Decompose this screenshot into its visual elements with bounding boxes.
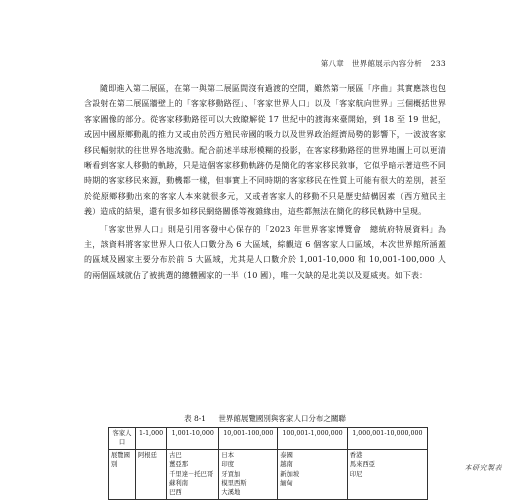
country-name: 香港 — [349, 451, 363, 459]
column-header: 10,001-100,000 — [219, 428, 278, 450]
country-name: 印尼 — [349, 470, 363, 478]
country-name: 新加坡 — [280, 470, 300, 478]
table-cell — [136, 449, 167, 499]
book-page — [84, 58, 446, 497]
source-note: 本研究製表 — [464, 464, 502, 472]
table-cell — [219, 449, 278, 499]
table-cell — [347, 449, 427, 499]
body-text — [84, 81, 446, 285]
country-name: 巴西 — [169, 489, 182, 497]
country-name: 緬甸 — [280, 480, 293, 488]
table-cell — [167, 449, 219, 499]
running-title: 第八章 世界館展示內容分析 — [320, 59, 423, 68]
column-header: 1-1,000 — [136, 428, 167, 450]
column-header: 1,001-10,000 — [167, 428, 219, 450]
country-name: 日本 — [221, 451, 234, 459]
country-name: 蘇利南 — [169, 480, 188, 488]
column-header: 1,000,001-10,000,000 — [347, 428, 427, 450]
country-name: 泰國 — [280, 451, 293, 459]
country-name: 薑亞那 — [169, 461, 188, 469]
column-header: 100,001-1,000,000 — [278, 428, 348, 450]
country-name: 模里西斯 — [221, 480, 247, 488]
table-caption-title: 世界館展覽國別與客家人口分布之關聯 — [218, 414, 346, 423]
distribution-table — [108, 427, 428, 500]
paragraph: 隨即進入第二展區，在第一與第二展區間沒有過渡的空間，雖然第一展區「序曲」其實應該也包含設射在第二展區牆壁上的「客家移動路徑」、「客家世界人口」以及「客家航向世界」三個概括世界客家圖像的部分。從客家移動路徑可以大致瞭解從 17 世紀中的渡海來臺開始，到 18 至 19 世紀，或因中國原鄉動亂的推力又或由於西方殖民帝國的吸力以及世界政治經濟局勢的影響下，一波波客家移民輻射狀的往世界各地流動。配合前述半球形模糊的投影，在客家移動路徑的世界地圖上可以更清晰看到客家人移動的軌跡，只是這個客家移動軌跡仍是簡化的客家移民敘事，它似乎暗示著這些不同時期的客家移民來源，動機都一樣，但事實上不同時期的客家移民在性質上可能有很大的差別，甚至於從原鄉移動出來的客家人本來就很多元，又或者客家人的移動不只是歷史結構因素（西方殖民主義）造成的結果，還有很多如移民網絡關係等複雜緣由，這些都無法在簡化的移民軌跡中呈現。 — [84, 84, 446, 217]
table-caption — [84, 413, 446, 424]
country-name: 古巴 — [169, 451, 182, 459]
country-name: 越南 — [280, 461, 293, 469]
country-name: 馬來西亞 — [349, 461, 375, 469]
page-number: 233 — [430, 59, 446, 68]
paragraph: 「客家世界人口」則是引用客發中心保存的「2023 年世界客家博覽會 總統府特展資料」為主，該資料將客家世界人口依人口數分為 6 大區域，綜觀這 6 個客家人口區域，本次世界館所涵蓋的區域及國家主要分布於前 5 大區域，尤其是人口數介於 1,001-10,000 和 10,001-100,000 人的兩個區域就佔了被挑選的總體國家的一半（10 國），唯一欠缺的是北美以及夏威夷。如下表： — [84, 224, 446, 280]
running-header — [321, 58, 446, 69]
country-name: 阿根廷 — [138, 451, 157, 459]
country-name: 大溪地 — [221, 489, 241, 497]
country-name: 千里達－托巴哥 — [169, 470, 214, 478]
table-cell — [278, 449, 348, 499]
country-name: 牙買加 — [221, 470, 241, 478]
row-header-population: 客家人口 — [109, 428, 136, 450]
table-caption-number: 表 8-1 — [184, 414, 207, 423]
table-row — [109, 449, 428, 499]
row-header-countries: 展覽國別 — [109, 449, 136, 499]
table-header-row — [109, 428, 428, 450]
country-name: 印度 — [221, 461, 234, 469]
